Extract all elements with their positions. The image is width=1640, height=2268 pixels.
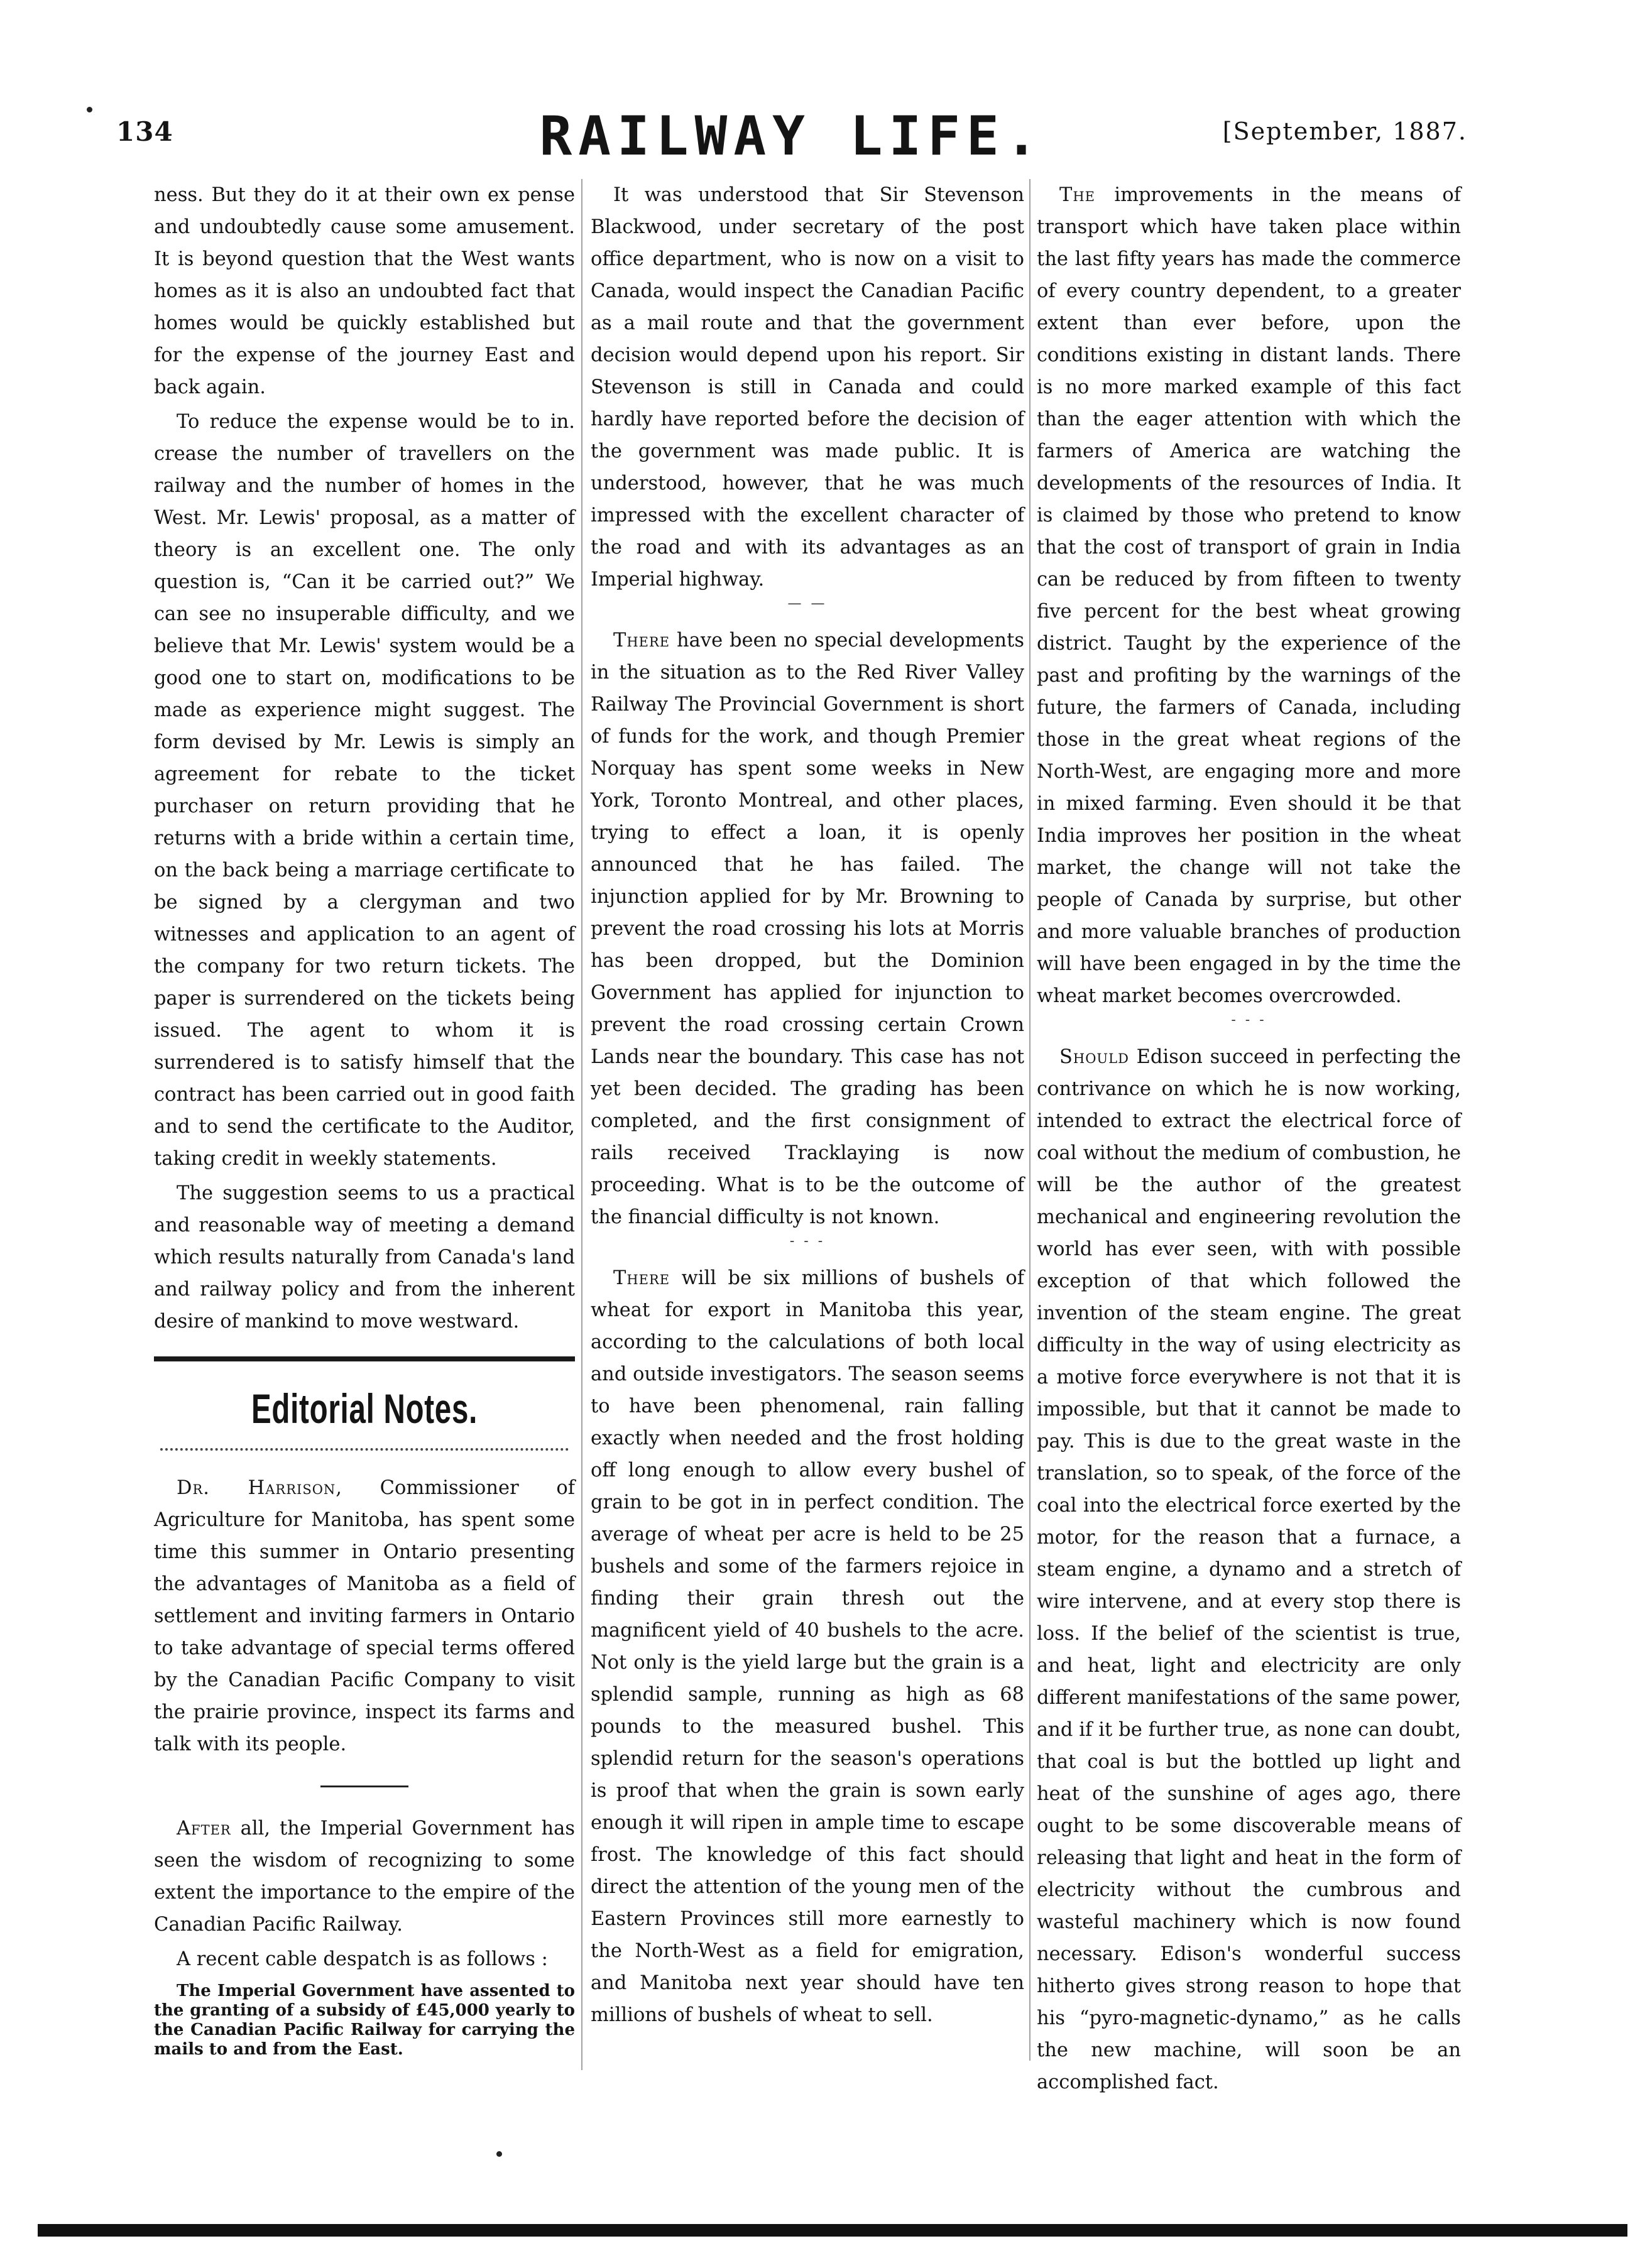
col2-p3-lead-word: There <box>613 1267 670 1289</box>
column-rule-1 <box>581 179 582 2070</box>
after-lead-word: After <box>177 1818 231 1840</box>
col3-p1-lead-word: The <box>1059 184 1095 206</box>
issue-date: [September, 1887. <box>1222 117 1467 145</box>
col1-harrison-paragraph <box>154 1472 575 1760</box>
column-2 <box>591 179 1024 2031</box>
harrison-body: Commissioner of Agriculture for Manitoba, has spent some time this summer in Ontario presenting the advantages of Manitoba as a field of settlement and inviting farmers in Ontario to take advantage of special terms offered by the Canadian Pacific Company to visit the prairie province, inspect its farms and talk with its people. <box>154 1477 575 1755</box>
col3-p2-lead-word: Should <box>1059 1046 1129 1068</box>
col1-paragraph-3: The suggestion seems to us a practical and reasonable way of meeting a demand which results naturally from Canada's land and railway policy and from the inherent desire of mankind to move westward. <box>154 1182 575 1333</box>
after-body: all, the Imperial Government has seen the wisdom of recognizing to some extent the importance to the empire of the Canadian Pacific Railway. <box>154 1818 575 1936</box>
col1-after-paragraph <box>154 1813 575 1941</box>
section-heading: Editorial Notes. <box>251 1385 478 1432</box>
col1-paragraph-1: ness. But they do it at their own ex pense and undoubtedly cause some amusement. It is beyond question that the West wants homes as it is also an undoubted fact that homes would be quickly established but for the expense of the journey East and back again. <box>154 184 575 398</box>
col1-paragraph-2: To reduce the expense would be to in. crease the number of travellers on the railway and the number of homes in the West. Mr. Lewis' proposal, as a matter of theory is an excellent one. The only question is, “Can it be carried out?” We can see no insuperable difficulty, and we believe that Mr. Lewis' system would be a good one to start on, modifications to be made as experience might suggest. The form devised by Mr. Lewis is simply an agreement for rebate to the ticket purchaser on return providing that he returns with a bride within a certain time, on the back being a marriage certificate to be signed by a clergyman and two witnesses and application to an agent of the company for two return tickets. The paper is surrendered on the tickets being issued. The agent to whom it is surrendered is to satisfy himself that the contract has been carried out in good faith and to send the certificate to the Auditor, taking credit in weekly statements. <box>154 411 575 1170</box>
section-divider-rule <box>154 1356 575 1361</box>
dash-divider: — — <box>787 596 828 611</box>
col2-p3-body: will be six millions of bushels of wheat for export in Manitoba this year, according to the calculations of both local and outside investigators. The season seems to have been phenomenal, rain falling exactly when needed and the frost holding off long enough to allow every bushel of grain to be got in in perfect condition. The average of wheat per acre is held to be 25 bushels and some of the farmers rejoice in finding their grain thresh out the magnificent yield of 40 bushels to the acre. Not only is the yield large but the grain is a splendid sample, running as high as 68 pounds to the measured bushel. This splendid return for the season's operations is proof that when the grain is sown early enough it will ripen in ample time to escape frost. The knowledge of this fact should direct the attention of the young men of the Eastern Provinces still more earnestly to the North-West as a field for emigration, and Manitoba next year should have ten millions of bushels of wheat to sell. <box>591 1267 1024 2026</box>
column-3 <box>1037 179 1461 2098</box>
stray-dot-top <box>87 107 92 112</box>
col3-paragraph-2 <box>1037 1041 1461 2098</box>
dash-divider: - - - <box>789 1233 826 1249</box>
bottom-scan-edge <box>38 2224 1627 2237</box>
col2-paragraph-1: It was understood that Sir Stevenson Blackwood, under secretary of the post office department, who is now on a visit to Canada, would inspect the Canadian Pacific as a mail route and that the government decision would depend upon his report. Sir Stevenson is still in Canada and could hardly have reported before the decision of the government was made public. It is understood, however, that he was much impressed with the excellent character of the road and with its advantages as an Imperial highway. <box>591 184 1024 591</box>
col2-paragraph-3 <box>591 1262 1024 2031</box>
col3-paragraph-1 <box>1037 179 1461 1012</box>
col3-p2-body: Edison succeed in perfecting the contrivance on which he is now working, intended to extract the electrical force of coal without the medium of combustion, he will be the author of the greatest mechanical and engineering revolution the world has ever seen, with with possible exception of that which followed the invention of the steam engine. The great difficulty in the way of using electricity as a motive force everywhere is not that it is impossible, but that it cannot be made to pay. This is due to the great waste in the translation, so to speak, of the force of the coal into the electrical force exerted by the motor, for the reason that a furnace, a steam engine, a dynamo and a stretch of wire intervene, and at every stop there is loss. If the belief of the scientist is true, and heat, light and electricity are only different manifestations of the same power, and if it be further true, as none can doubt, that coal is but the bottled up light and heat of the sunshine of ages ago, there ought to be some discoverable means of releasing that light and heat in the form of electricity without the cumbrous and wasteful machinery which is now found necessary. Edison's wonderful success hitherto gives strong reason to hope that his “pyro-magnetic-dynamo,” as he calls the new machine, will soon be an accomplished fact. <box>1037 1046 1461 2093</box>
dotted-divider <box>160 1448 569 1451</box>
col2-paragraph-2 <box>591 624 1024 1233</box>
stray-dot-bottom <box>496 2151 502 2157</box>
publication-title: RAILWAY LIFE. <box>539 105 1044 168</box>
harrison-lead-word: Dr. Harrison, <box>177 1477 342 1499</box>
col3-p1-body: improvements in the means of transport which have taken place within the last fifty years has made the commerce of every country dependent, to a greater extent than ever before, upon the conditions existing in distant lands. There is no more marked example of this fact than the eager attention with which the farmers of America are watching the developments of the resources of India. It is claimed by those who pretend to know that the cost of transport of grain in India can be reduced by from fifteen to twenty five percent for the best wheat growing district. Taught by the experience of the past and profiting by the warnings of the future, the farmers of Canada, including those in the great wheat regions of the North-West, are engaging more and more in mixed farming. Even should it be that India improves her position in the wheat market, the change will not take the people of Canada by surprise, but other and more valuable branches of production will have been engaged in by the time the wheat market becomes overcrowded. <box>1037 184 1461 1007</box>
cable-intro: A recent cable despatch is as follows : <box>177 1948 548 1970</box>
column-1 <box>154 179 575 2059</box>
col2-p2-body: have been no special developments in the situation as to the Red River Valley Railway The Provincial Government is short of funds for the work, and though Premier Norquay has spent some weeks in New York, Toronto Montreal, and other places, trying to effect a loan, it is openly announced that he has failed. The injunction applied for by Mr. Browning to prevent the road crossing his lots at Morris has been dropped, but the Dominion Government has applied for injunction to prevent the road crossing certain Crown Lands near the boundary. This case has not yet been decided. The grading has been completed, and the first consignment of rails received Tracklaying is now proceeding. What is to be the outcome of the financial difficulty is not known. <box>591 630 1024 1228</box>
page-number: 134 <box>116 116 173 147</box>
column-rule-2 <box>1029 179 1030 2061</box>
masthead <box>116 105 1467 168</box>
cable-quote: The Imperial Government have assented to the granting of a subsidy of £45,000 yearly to the Canadian Pacific Railway for carrying the mails to and from the East. <box>154 1982 575 2059</box>
col2-p2-lead-word: There <box>613 630 670 652</box>
dash-divider: - - - <box>1231 1012 1267 1028</box>
short-divider-rule <box>320 1786 408 1787</box>
